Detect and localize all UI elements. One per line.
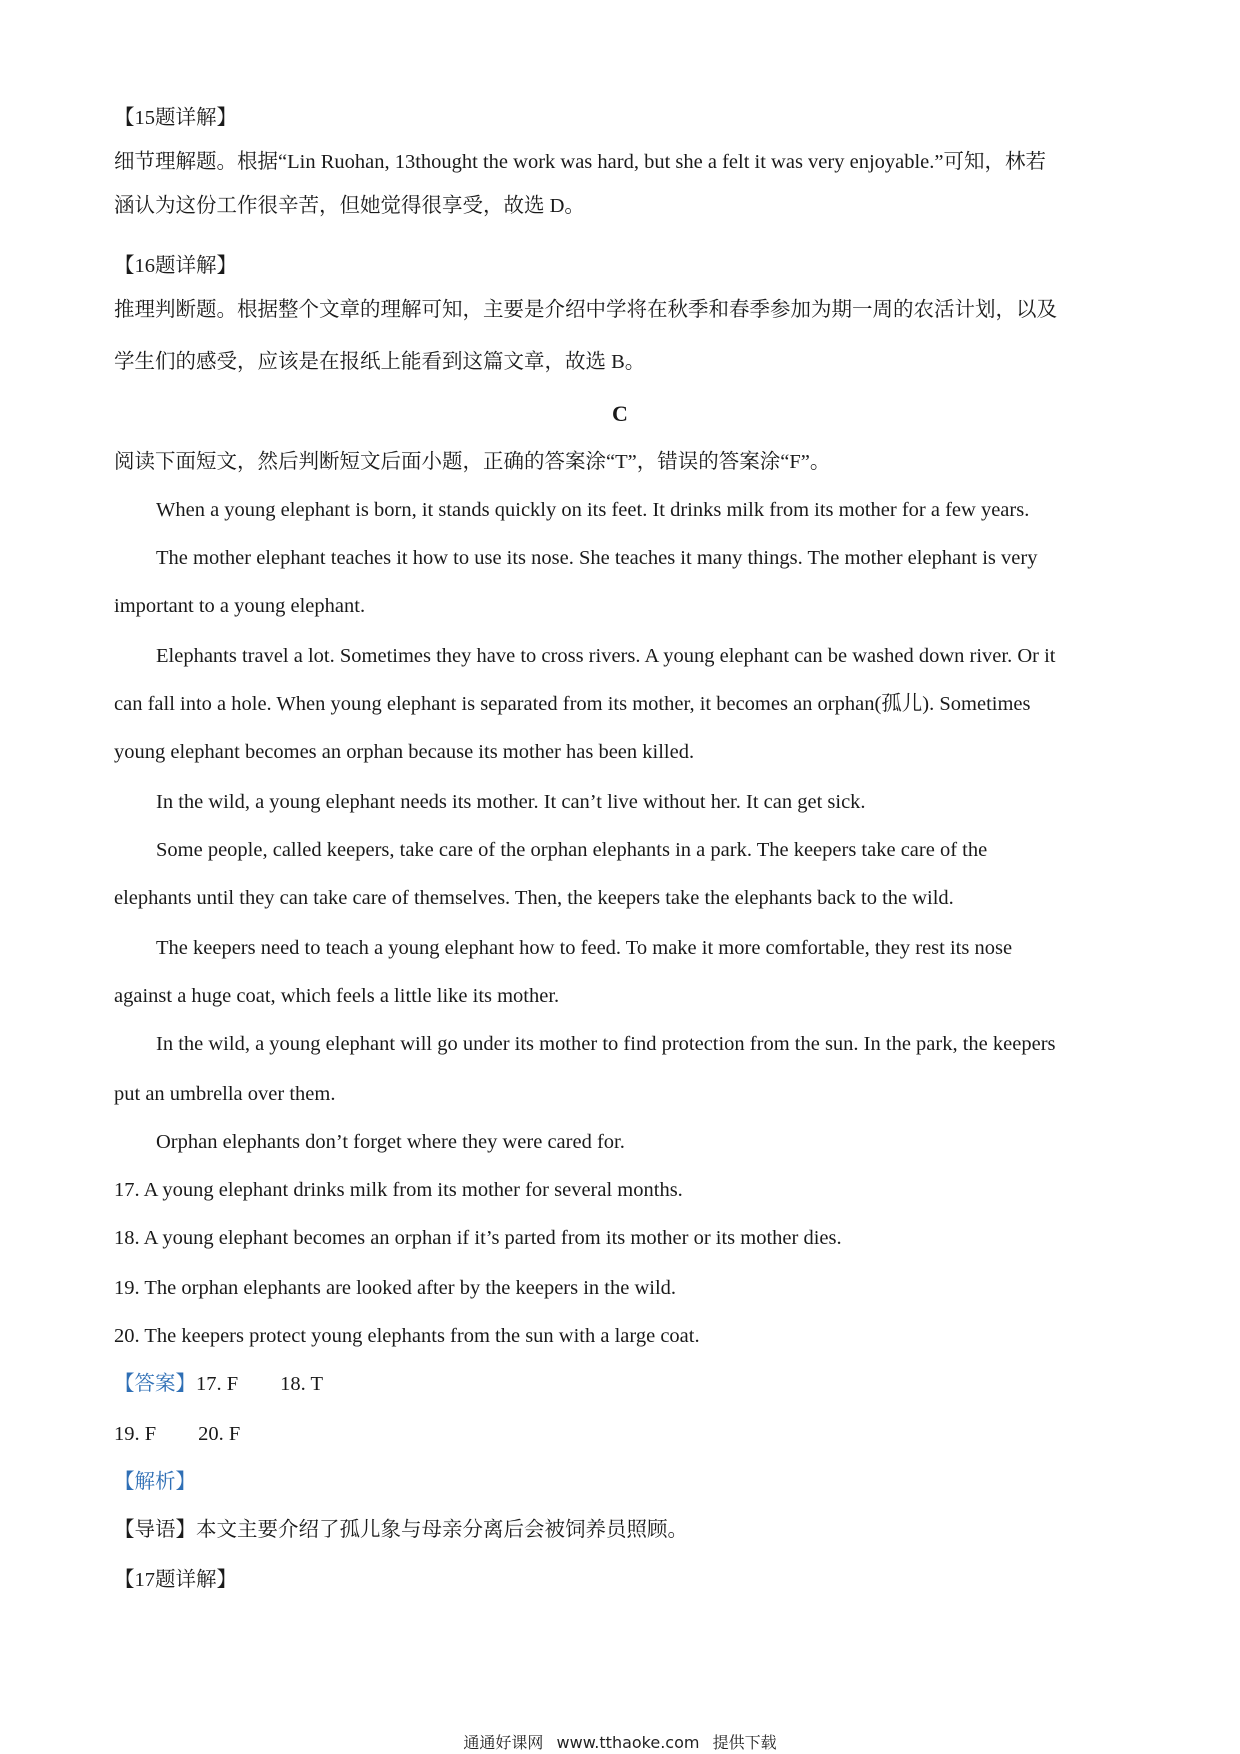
answer-20: 20. F — [198, 1423, 241, 1445]
passage-line: In the wild, a young elephant needs its mother. It can’t live without her. It can get sick. — [156, 791, 866, 813]
guide-text: 【导语】本文主要介绍了孤儿象与母亲分离后会被饲养员照顾。 — [114, 1519, 688, 1541]
passage-line: against a huge coat, which feels a little like its mother. — [114, 985, 560, 1007]
footer-url: www.tthaoke.com — [556, 1733, 700, 1752]
analysis-label: 【解析】 — [114, 1471, 196, 1493]
passage-line: When a young elephant is born, it stands quickly on its feet. It drinks milk from its mother for a few years. — [156, 499, 1030, 521]
q16-header: 【16题详解】 — [114, 255, 237, 277]
answer-19: 19. F — [114, 1423, 157, 1445]
footer-site-name: 通通好课网 — [463, 1733, 544, 1752]
answer-18: 18. T — [280, 1373, 324, 1395]
q15-header: 【15题详解】 — [114, 107, 237, 129]
answer-17: 17. F — [196, 1373, 239, 1395]
page-footer — [0, 1733, 1240, 1753]
answer-row-2 — [114, 1420, 1126, 1448]
q17-header: 【17题详解】 — [114, 1569, 237, 1591]
q16-explanation-line1: 推理判断题。根据整个文章的理解可知，主要是介绍中学将在秋季和春季参加为期一周的农活计划，以及 — [114, 299, 1057, 321]
question-18: 18. A young elephant becomes an orphan if it’s parted from its mother or its mother dies. — [114, 1227, 842, 1249]
q15-explanation-line1: 细节理解题。根据“Lin Ruohan, 13thought the work was hard, but she a felt it was very enjoyable.”可知，林若 — [114, 151, 1047, 173]
passage-line: put an umbrella over them. — [114, 1083, 336, 1105]
q16-explanation-line2: 学生们的感受，应该是在报纸上能看到这篇文章，故选 B。 — [114, 351, 646, 373]
passage-line: elephants until they can take care of themselves. Then, the keepers take the elephants back to the wild. — [114, 887, 954, 909]
part-c-instruction: 阅读下面短文，然后判断短文后面小题，正确的答案涂“T”，错误的答案涂“F”。 — [114, 451, 831, 473]
question-19: 19. The orphan elephants are looked after by the keepers in the wild. — [114, 1277, 677, 1299]
footer-note: 提供下载 — [712, 1733, 777, 1752]
question-20: 20. The keepers protect young elephants from the sun with a large coat. — [114, 1325, 700, 1347]
passage-line: The keepers need to teach a young elephant how to feed. To make it more comfortable, they rest its nose — [156, 937, 1013, 959]
passage-line: Orphan elephants don’t forget where they were cared for. — [156, 1131, 625, 1153]
answer-row-1 — [114, 1370, 1126, 1398]
passage-line: young elephant becomes an orphan because its mother has been killed. — [114, 741, 695, 763]
passage-line: important to a young elephant. — [114, 595, 366, 617]
passage-line: Elephants travel a lot. Sometimes they have to cross rivers. A young elephant can be washed down river. Or it — [156, 645, 1056, 667]
passage-line: can fall into a hole. When young elephant is separated from its mother, it becomes an orphan(孤儿). Sometimes — [114, 693, 1031, 715]
passage-line: Some people, called keepers, take care of the orphan elephants in a park. The keepers take care of the — [156, 839, 988, 861]
question-17: 17. A young elephant drinks milk from its mother for several months. — [114, 1179, 683, 1201]
passage-line: The mother elephant teaches it how to use its nose. She teaches it many things. The mother elephant is very — [156, 547, 1038, 569]
answer-label: 【答案】 — [114, 1373, 196, 1395]
part-c-title: C — [612, 401, 628, 426]
passage-line: In the wild, a young elephant will go under its mother to find protection from the sun. In the park, the keepers — [156, 1033, 1056, 1055]
q15-explanation-line2: 涵认为这份工作很辛苦，但她觉得很享受，故选 D。 — [114, 195, 585, 217]
